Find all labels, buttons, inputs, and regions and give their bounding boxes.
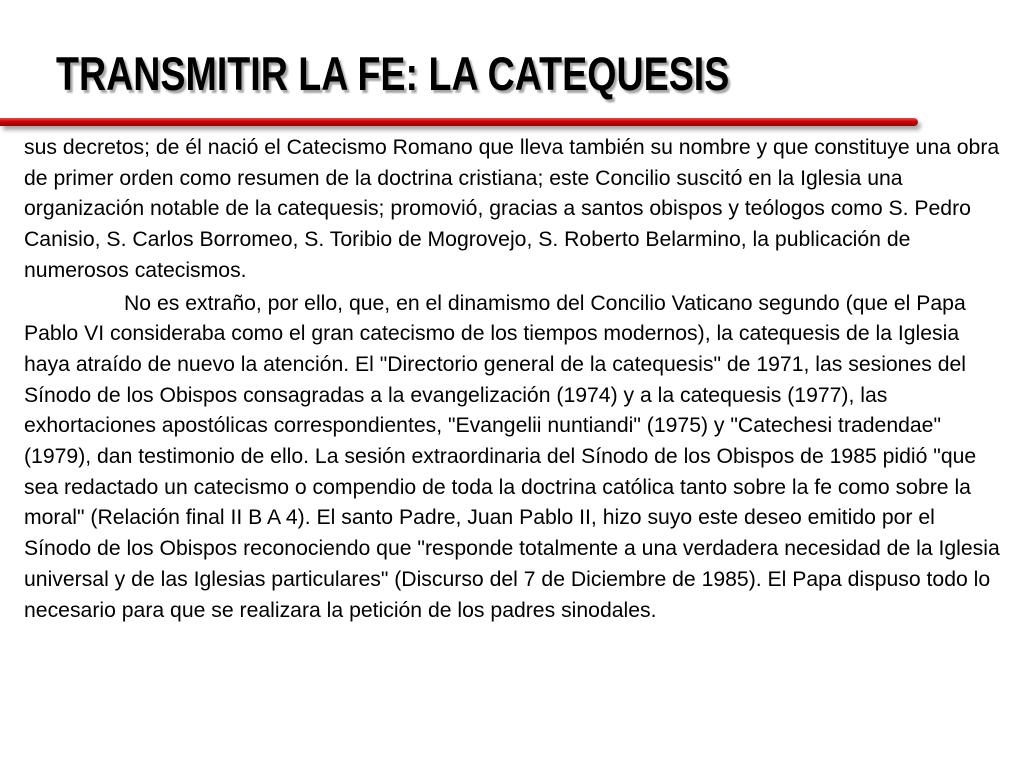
body-paragraph-1: sus decretos; de él nació el Catecismo Romano que lleva también su nombre y que constituye una obra de primer orden como resumen de la doctrina cristiana; este Concilio suscitó en la Iglesia una organización notable de la catequesis; promovió, gracias a santos obispos y teólogos como S. Pedro Canisio, S. Carlos Borromeo, S. Toribio de Mogrovejo, S. Roberto Belarmino, la publicación de numerosos catecismos. [24,136,1000,282]
slide-body [24,133,1000,626]
title-underline-rule [0,118,918,126]
body-paragraph-2: No es extraño, por ello, que, en el dinamismo del Concilio Vaticano segundo (que el Papa Pablo VI consideraba como el gran catecismo de los tiempos modernos), la catequesis de la Iglesia haya atraído de nuevo la atención. El "Directorio general de la catequesis" de 1971, las sesiones del Sínodo de los Obispos consagradas a la evangelización (1974) y a la catequesis (1977), las exhortaciones apostólicas correspondientes, "Evangelii nuntiandi" (1975) y "Catechesi tradendae" (1979), dan testimonio de ello. La sesión extraordinaria del Sínodo de los Obispos de 1985 pidió "que sea redactado un catecismo o compendio de toda la doctrina católica tanto sobre la fe como sobre la moral" (Relación final II B A 4). El santo Padre, Juan Pablo II, hizo suyo este deseo emitido por el Sínodo de los Obispos reconociendo que "responde totalmente a una verdadera necesidad de la Iglesia universal y de las Iglesias particulares" (Discurso del 7 de Diciembre de 1985). El Papa dispuso todo lo necesario para que se realizara la petición de los padres sinodales. [24,291,1000,622]
slide-title: TRANSMITIR LA FE: LA CATEQUESIS [56,47,730,100]
